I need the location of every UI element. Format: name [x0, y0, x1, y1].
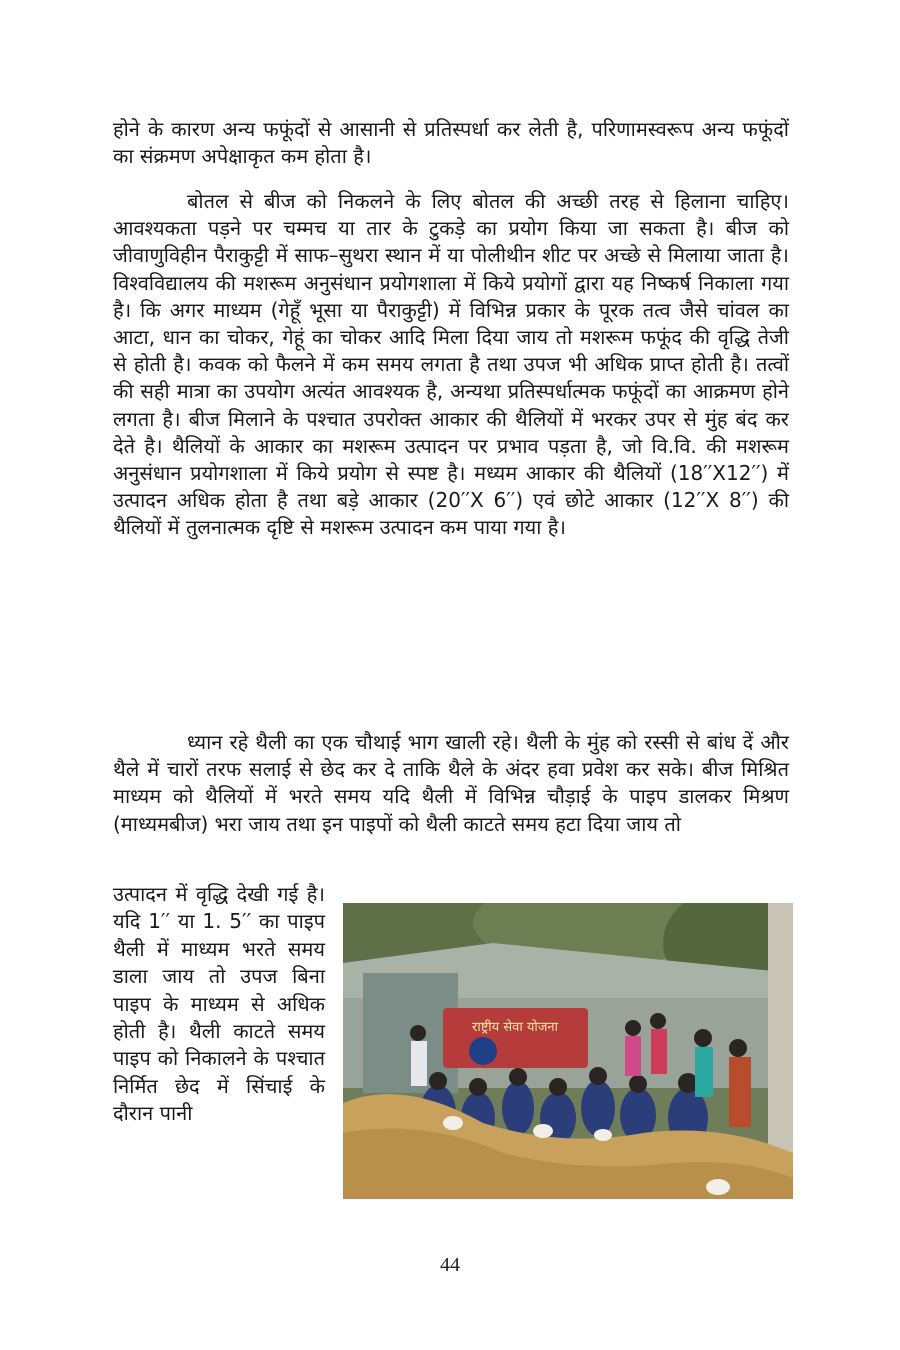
paragraph-1: होने के कारण अन्य फफूंदों से आसानी से प्रतिस्पर्धा कर लेती है, परिणामस्वरूप अन्य फफूंदों का संक्रमण अपेक्षाकृत कम होता है। [113, 117, 789, 169]
banner-text: राष्ट्रीय सेवा योजना [472, 1020, 558, 1035]
page-number: 44 [440, 1254, 460, 1276]
mushroom-cultivation-photo [343, 903, 793, 1199]
paragraph-2: बोतल से बीज को निकलने के लिए बोतल की अच्छी तरह से हिलाना चाहिए। आवश्यकता पड़ने पर चम्मच या तार के टुकड़े का प्रयोग किया जा सकता है। बीज को जीवाणुविहीन पैराकुट्टी में साफ–सुथरा स्थान में या पोलीथीन शीट पर अच्छे से मिलाया जाता है। विश्वविद्यालय की मशरूम अनुसंधान प्रयोगशाला में किये प्रयोगों द्वारा यह निष्कर्ष निकाला गया है। कि अगर माध्यम (गेहूँ भूसा या पैराकुट्टी) में विभिन्न प्रकार के पूरक तत्व जैसे चांवल का आटा, धान का चोकर, गेहूं का चोकर आदि मिला दिया जाय तो मशरूम फफूंद की वृद्धि तेजी से होती है। कवक को फैलने में कम समय लगता है तथा उपज भी अधिक प्राप्त होती है। तत्वों की सही मात्रा का उपयोग अत्यंत आवश्यक है, अन्यथा प्रतिस्पर्धात्मक फफूंदों का आक्रमण होने लगता है। बीज मिलाने के पश्चात उपरोक्त आकार की थैलियों में भरकर उपर से मुंह बंद कर देते है। थैलियों के आकार का मशरूम उत्पादन पर प्रभाव पड़ता है, जो वि.वि. की मशरूम अनुसंधान प्रयोगशाला में किये प्रयोग से स्पष्ट है। मध्यम आकार की थैलियों (18′′X12′′) में उत्पादन अधिक होता है तथा बड़े आकार (20′′X 6′′) एवं छोटे आकार (12′′X 8′′) की थैलियों में तुलनात्मक दृष्टि से मशरूम उत्पादन कम पाया गया है। [113, 189, 789, 540]
paragraph-4: उत्पादन में वृद्धि देखी गई है। यदि 1′′ या 1. 5′′ का पाइप थैली में माध्यम भरते समय डाला जाय तो उपज बिना पाइप के माध्यम से अधिक होती है। थैली काटते समय पाइप को निकालने के पश्चात निर्मित छेद में सिंचाई के दौरान पानी [113, 882, 325, 1126]
paragraph-3: ध्यान रहे थैली का एक चौथाई भाग खाली रहे। थैली के मुंह को रस्सी से बांध दें और थैले में चारों तरफ सलाई से छेद कर दे ताकि थैले के अंदर हवा प्रवेश कर सके। बीज मिश्रित माध्यम को थैलियों में भरते समय यदि थैली में विभिन्न चौड़ाई के पाइप डालकर मिश्रण (माध्यमबीज) भरा जाय तथा इन पाइपों को थैली काटते समय हटा दिया जाय तो [113, 730, 789, 836]
